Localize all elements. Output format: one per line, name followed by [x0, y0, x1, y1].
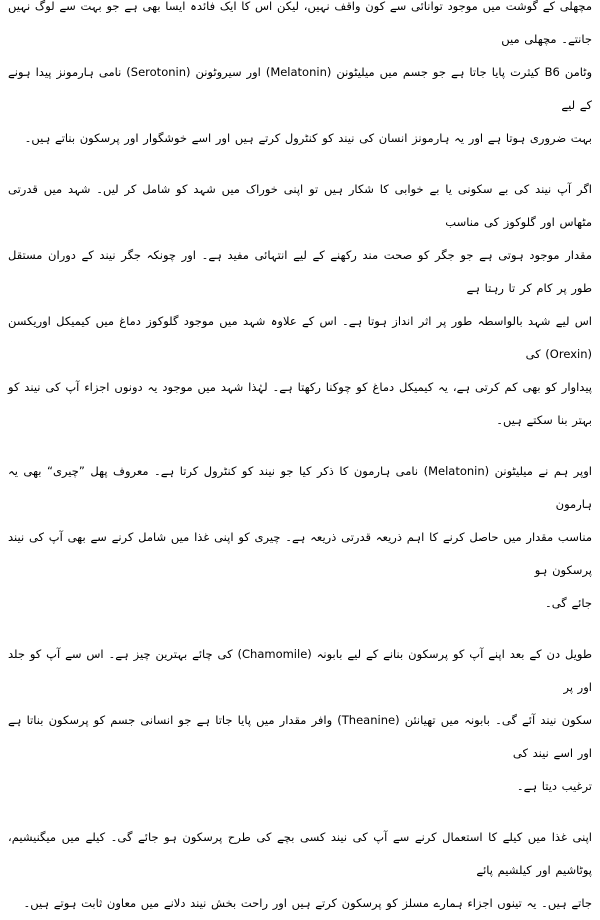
- text-line: مقدار موجود ہوتی ہے جو جگر کو صحت مند رکھنے کے لیے انتہائی مفید ہے۔ اور چونکہ جگر نیند کے دوران مستقل طور پر کام کر تا رہتا ہے: [8, 248, 592, 295]
- text-line: وٹامن B6 کیثرت پایا جاتا ہے جو جسم میں میلیٹونن (Melatonin) اور سیروٹونن (Serotonin) نامی ہارمونز پیدا ہونے کے لیے: [8, 65, 593, 112]
- text-line: ترغیب دیتا ہے۔: [516, 779, 592, 793]
- text-line: سکون نیند آئے گی۔ بابونہ میں تھیانئن (Theanine) وافر مقدار میں پایا جاتا ہے جو انسانی جسم کو پرسکون بناتا ہے اور اسے نیند کی: [8, 713, 592, 760]
- text-line: اپنی غذا میں کیلے کا استعمال کرنے سے آپ کی نیند کسی بچے کی طرح پرسکون ہو جائے گی۔ کیلے میں میگنیشیم، پوٹاشیم اور کیلشیم پائے: [8, 830, 592, 877]
- text-line: جائے گی۔: [544, 596, 592, 610]
- text-line: پیداوار کو بھی کم کرتی ہے، یہ کیمیکل دماغ کو چوکنا رکھتا ہے۔ لہٰذا شہد میں موجود یہ دونوں اجزاء آپ کی نیند کو بہتر بنا سکتے ہیں۔: [8, 380, 592, 427]
- paragraph-chamomile: [8, 638, 592, 803]
- paragraph-honey: [8, 173, 592, 437]
- text-line: بہت ضروری ہوتا ہے اور یہ ہارمونز انسان کی نیند کو کنٹرول کرتے ہیں اور اسے خوشگوار اور پرسکون بناتے ہیں۔: [24, 131, 592, 145]
- text-line: اوپر ہم نے میلیٹونن (Melatonin) نامی ہارمون کا ذکر کیا جو نیند کو کنٹرول کرتا ہے۔ معروف پھل ”چیری“ بھی یہ ہارمون: [8, 464, 592, 511]
- text-line: اس لیے شہد بالواسطہ طور پر اثر انداز ہوتا ہے۔ اس کے علاوہ شہد میں موجود گلوکوز دماغ میں کیمیکل اوریکسن (Orexin) کی: [8, 314, 592, 361]
- text-line: مچھلی کے گوشت میں موجود توانائی سے کون واقف نہیں، لیکن اس کا ایک فائدہ ایسا بھی ہے جو بہت سے لوگ نہیں جانتے۔ مچھلی میں: [8, 0, 592, 46]
- paragraph-fish: [8, 0, 592, 155]
- text-line: جاتے ہیں۔ یہ تینوں اجزاء ہمارے مسلز کو پرسکون کرتے ہیں اور راحت بخش نیند دلانے میں معاون ثابت ہوتے ہیں۔: [23, 896, 592, 910]
- text-line: طویل دن کے بعد اپنے آپ کو پرسکون بنانے کے لیے بابونہ (Chamomile) کی چائے بہترین چیز ہے۔ اس سے آپ کو جلد اور پر: [8, 647, 592, 694]
- paragraph-cherry: [8, 455, 592, 620]
- text-line: مناسب مقدار میں حاصل کرنے کا اہم ذریعہ قدرتی ذریعہ ہے۔ چیری کو اپنی غذا میں شامل کرنے سے بھی آپ کی نیند پرسکون ہو: [8, 530, 592, 577]
- paragraph-banana: [8, 821, 592, 920]
- text-line: اگر آپ نیند کی بے سکونی یا بے خوابی کا شکار ہیں تو اپنی خوراک میں شہد کو شامل کر لیں۔ شہد میں قدرتی مٹھاس اور گلوکوز کی مناسب: [8, 182, 592, 229]
